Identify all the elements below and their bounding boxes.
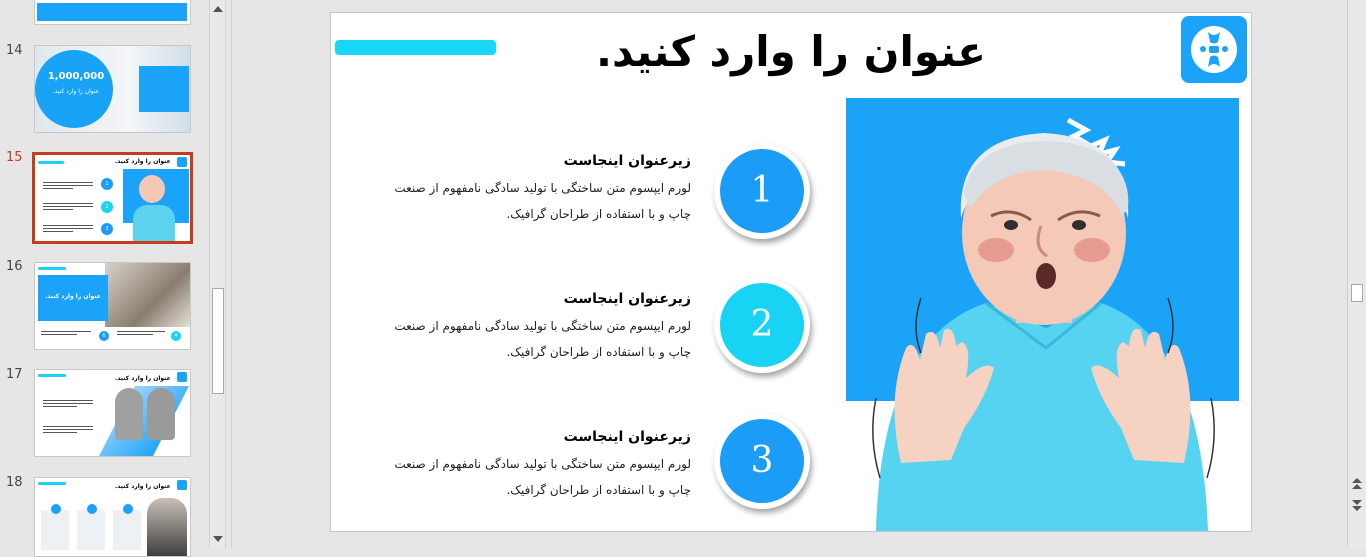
thumb-14-subtitle: عنوان را وارد کنید. bbox=[52, 88, 100, 95]
slide-thumbnail-14[interactable] bbox=[34, 45, 191, 133]
thumbnail-scrollbar-thumb[interactable] bbox=[212, 288, 224, 394]
slide-number-16: 16 bbox=[6, 259, 23, 274]
number-badge-2[interactable] bbox=[714, 277, 810, 373]
logo bbox=[1181, 16, 1247, 83]
arrow-up-icon[interactable] bbox=[213, 6, 223, 12]
next-slide-icon-2 bbox=[1352, 506, 1362, 511]
thumb-17-title: عنوان را وارد کنید. bbox=[115, 375, 171, 382]
number-badge-2-value: 2 bbox=[720, 283, 804, 367]
slide-thumbnail-15[interactable]: عنوان را وارد کنید. 1 2 3 bbox=[32, 152, 193, 244]
slide-number-14: 14 bbox=[6, 43, 23, 58]
list-item-1 bbox=[391, 153, 691, 227]
thumbnail-scrollbar[interactable] bbox=[209, 0, 226, 548]
item-3-line-1[interactable]: لورم ایپسوم متن ساختگی با تولید سادگی نامفهوم از صنعت bbox=[394, 457, 691, 471]
slide-number-18: 18 bbox=[6, 475, 23, 490]
number-badge-3-value: 3 bbox=[720, 419, 804, 503]
number-badge-3[interactable] bbox=[714, 413, 810, 509]
editor-scrollbar[interactable] bbox=[1347, 0, 1366, 548]
item-1-heading[interactable]: زیرعنوان اینجاست bbox=[563, 153, 691, 169]
item-1-line-1[interactable]: لورم ایپسوم متن ساختگی با تولید سادگی نامفهوم از صنعت bbox=[394, 181, 691, 195]
prev-slide-icon[interactable] bbox=[1352, 478, 1362, 483]
slide-thumbnail-16[interactable]: عنوان را وارد کنید. 6 4 bbox=[34, 262, 191, 350]
slide-thumbnail-pane bbox=[0, 0, 228, 548]
thumb-15-title: عنوان را وارد کنید. bbox=[115, 158, 171, 165]
thumb-18-title: عنوان را وارد کنید. bbox=[115, 483, 171, 490]
number-badge-1[interactable] bbox=[714, 143, 810, 239]
slide-thumbnail-18[interactable] bbox=[34, 477, 191, 557]
editor-scrollbar-thumb[interactable] bbox=[1351, 284, 1363, 302]
slide-thumbnail-13[interactable] bbox=[34, 0, 191, 25]
slide-thumbnail-17[interactable] bbox=[34, 369, 191, 457]
item-3-heading[interactable]: زیرعنوان اینجاست bbox=[563, 429, 691, 445]
slide-title[interactable]: عنوان را وارد کنید. bbox=[595, 27, 987, 76]
slide-number-15: 15 bbox=[6, 150, 23, 165]
prev-slide-icon-2 bbox=[1352, 484, 1362, 489]
slide-canvas[interactable] bbox=[331, 13, 1251, 531]
item-3-line-2[interactable]: چاپ و با استفاده از طراحان گرافیک. bbox=[506, 483, 691, 497]
next-slide-icon[interactable] bbox=[1352, 500, 1362, 505]
title-accent-bar bbox=[335, 40, 496, 55]
arrow-down-icon[interactable] bbox=[213, 536, 223, 542]
item-2-line-2[interactable]: چاپ و با استفاده از طراحان گرافیک. bbox=[506, 345, 691, 359]
list-item-3 bbox=[391, 429, 691, 503]
item-2-line-1[interactable]: لورم ایپسوم متن ساختگی با تولید سادگی نامفهوم از صنعت bbox=[394, 319, 691, 333]
list-item-2 bbox=[391, 291, 691, 365]
slide-number-17: 17 bbox=[6, 367, 23, 382]
number-badge-1-value: 1 bbox=[720, 149, 804, 233]
item-2-heading[interactable]: زیرعنوان اینجاست bbox=[563, 291, 691, 307]
thumb-14-number: 1,000,000 bbox=[47, 71, 105, 82]
elderly-man-illustration[interactable] bbox=[846, 98, 1239, 531]
joint-bone-icon bbox=[1191, 26, 1237, 73]
thumb-16-title: عنوان را وارد کنید. bbox=[45, 293, 101, 300]
item-1-line-2[interactable]: چاپ و با استفاده از طراحان گرافیک. bbox=[506, 207, 691, 221]
